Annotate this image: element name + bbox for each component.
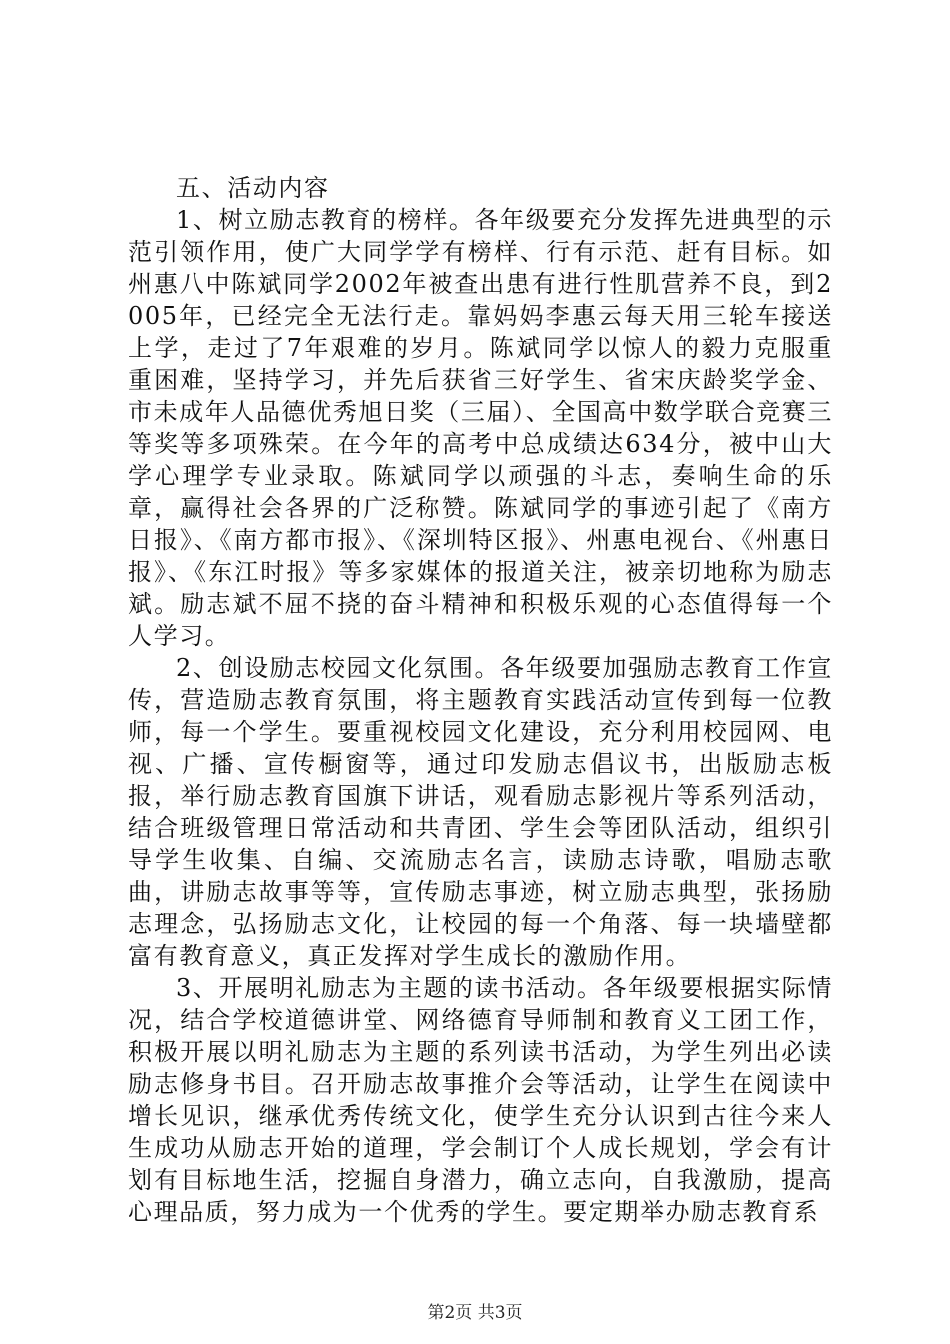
document-body [128, 172, 833, 1228]
paragraph-2: 2、创设励志校园文化氛围。各年级要加强励志教育工作宣传，营造励志教育氛围，将主题教育实践活动宣传到每一位教师，每一个学生。要重视校园文化建设，充分利用校园网、电视、广播、宣传橱窗等，通过印发励志倡议书，出版励志板报，举行励志教育国旗下讲话，观看励志影视片等系列活动，结合班级管理日常活动和共青团、学生会等团队活动，组织引导学生收集、自编、交流励志名言，读励志诗歌，唱励志歌曲，讲励志故事等等，宣传励志事迹，树立励志典型，张扬励志理念，弘扬励志文化，让校园的每一个角落、每一块墙壁都富有教育意义，真正发挥对学生成长的激励作用。 [128, 654, 833, 970]
section-heading: 五、活动内容 [176, 174, 330, 202]
paragraph-3: 3、开展明礼励志为主题的读书活动。各年级要根据实际情况，结合学校道德讲堂、网络德育导师制和教育义工团工作，积极开展以明礼励志为主题的系列读书活动，为学生列出必读励志修身书目。召开励志故事推介会等活动，让学生在阅读中增长见识，继承优秀传统文化，使学生充分认识到古往今来人生成功从励志开始的道理，学会制订个人成长规划，学会有计划有目标地生活，挖掘自身潜力，确立志向，自我激励，提高心理品质，努力成为一个优秀的学生。要定期举办励志教育系 [128, 974, 833, 1226]
page-footer: 第2页 共3页 [427, 1303, 523, 1323]
paragraph-1: 1、树立励志教育的榜样。各年级要充分发挥先进典型的示范引领作用，使广大同学学有榜样、行有示范、赶有目标。如州惠八中陈斌同学2002年被查出患有进行性肌营养不良，到2005年，已经完全无法行走。靠妈妈李惠云每天用三轮车接送上学，走过了7年艰难的岁月。陈斌同学以惊人的毅力克服重重困难，坚持学习，并先后获省三好学生、省宋庆龄奖学金、市未成年人品德优秀旭日奖（三届）、全国高中数学联合竞赛三等奖等多项殊荣。在今年的高考中总成绩达634分，被中山大学心理学专业录取。陈斌同学以顽强的斗志，奏响生命的乐章，赢得社会各界的广泛称赞。陈斌同学的事迹引起了《南方日报》、《南方都市报》、《深圳特区报》、州惠电视台、《州惠日报》、《东江时报》等多家媒体的报道关注，被亲切地称为励志斌。励志斌不屈不挠的奋斗精神和积极乐观的心态值得每一个人学习。 [128, 206, 833, 650]
